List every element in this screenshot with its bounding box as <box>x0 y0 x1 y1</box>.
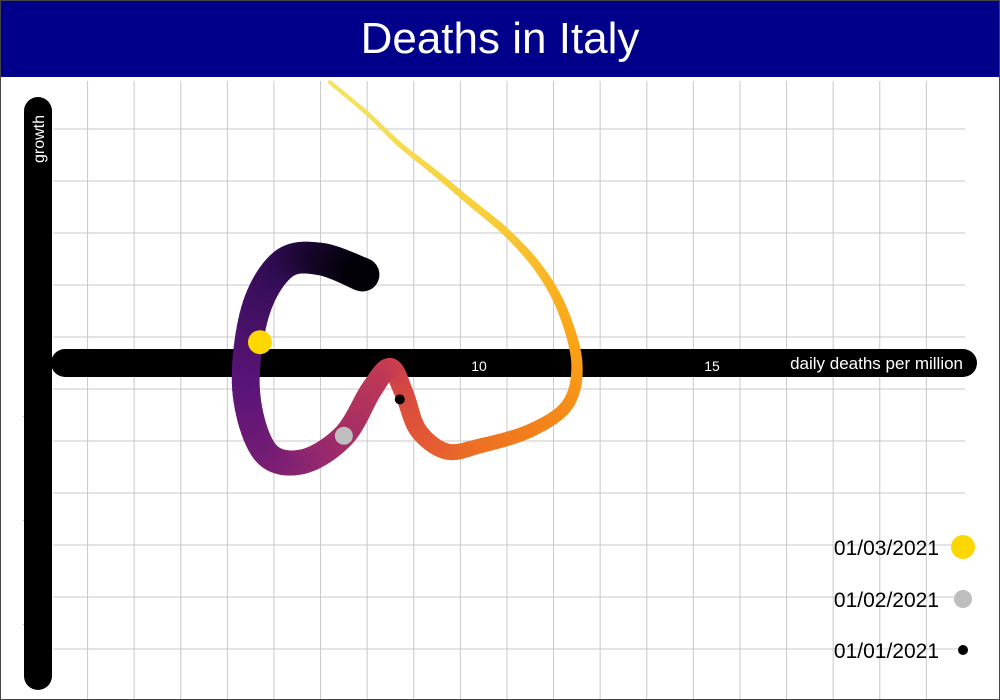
legend-marker <box>954 590 972 608</box>
legend-label: 01/02/2021 <box>833 589 939 612</box>
legend <box>834 535 975 663</box>
trajectory-segment <box>360 274 362 275</box>
y-tick-label: -1% <box>23 407 48 423</box>
y-tick-label: -3% <box>23 511 48 527</box>
date-point-01-01-2021 <box>395 394 405 404</box>
y-axis-label: growth <box>31 114 48 164</box>
y-tick-label: 3% <box>27 199 48 215</box>
trajectory-line <box>246 82 577 463</box>
legend-marker <box>958 645 968 655</box>
y-tick-label: -5% <box>23 615 48 631</box>
chart-svg <box>1 1 999 699</box>
chart-title: Deaths in Italy <box>360 14 640 63</box>
legend-marker <box>951 535 975 559</box>
x-axis-label: daily deaths per million <box>790 354 963 373</box>
grid-lines <box>53 81 965 699</box>
legend-label: 01/01/2021 <box>833 640 939 663</box>
date-point-01-02-2021 <box>335 427 353 445</box>
date-point-01-03-2021 <box>248 330 272 354</box>
x-tick-label: 15 <box>704 358 720 374</box>
legend-label: 01/03/2021 <box>833 537 939 560</box>
x-tick-label: 10 <box>471 358 487 374</box>
y-tick-label: 1% <box>27 303 48 319</box>
